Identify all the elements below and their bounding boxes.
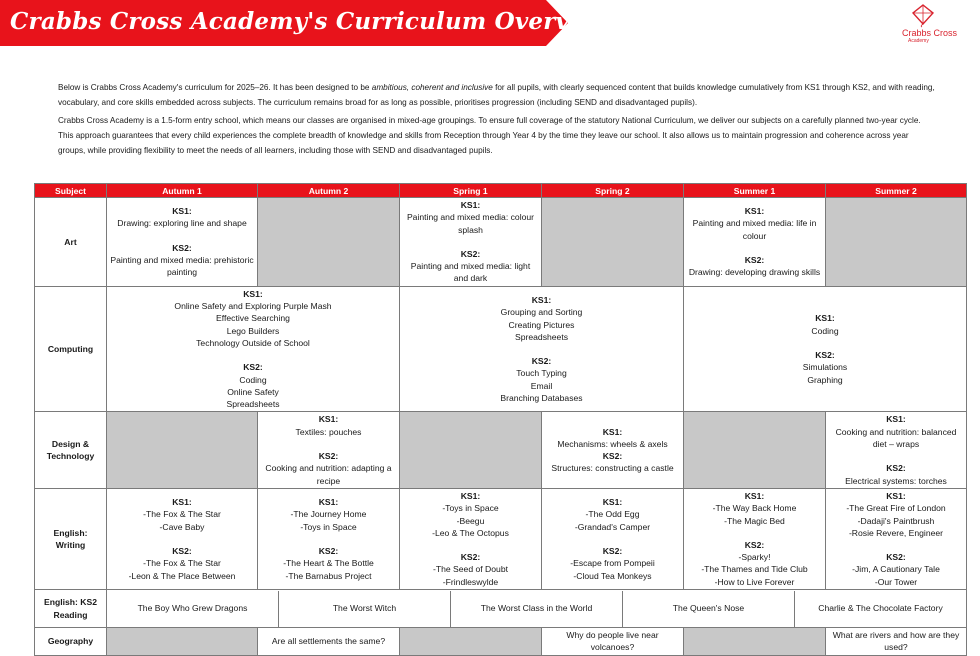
empty-cell (684, 628, 826, 656)
subject-cell: Geography (35, 628, 107, 656)
empty-cell (826, 198, 967, 287)
table-row-computing (35, 286, 967, 412)
cell-art-spring-1: KS1: Painting and mixed media: colour splash KS2: Painting and mixed media: light and dark (400, 198, 542, 287)
cell-computing-spring: KS1: Grouping and Sorting Creating Pictures Spreadsheets KS2: Touch Typing Email Branching Databases (400, 286, 684, 412)
table-row-geography (35, 628, 967, 656)
empty-cell (542, 198, 684, 287)
cell-writing-summer-2: KS1: -The Great Fire of London -Dadaji's Paintbrush -Rosie Revere, Engineer KS2: -Jim, A Cautionary Tale -Our Tower (826, 488, 967, 589)
cell-writing-summer-1: KS1: -The Way Back Home -The Magic Bed KS2: -Sparky! -The Thames and Tide Club -How to Live Forever (684, 488, 826, 589)
empty-cell (107, 628, 258, 656)
header-subject: Subject (35, 184, 107, 198)
intro-paragraph-1 (58, 80, 938, 110)
cell-computing-summer: KS1: Coding KS2: Simulations Graphing (684, 286, 967, 412)
header-autumn-1: Autumn 1 (107, 184, 258, 198)
subject-cell: Art (35, 198, 107, 287)
table-row-english-reading (35, 590, 967, 628)
intro-paragraph-2 (58, 113, 938, 158)
logo-name: Crabbs Cross (902, 28, 958, 38)
header-summer-1: Summer 1 (684, 184, 826, 198)
cell-reading-books (107, 590, 967, 628)
reading-book: The Worst Class in the World (450, 591, 622, 627)
intro-text: Crabbs Cross Academy is a 1.5-form entry school, which means our classes are organised in mixed-age groupings. To ensure full coverage of the statutory National Curriculum, we deliver our subjects on a carefully planned two-year cycle. This approach guarantees that every child experiences the complete breadth of knowledge and skills from Reception through Year 4 by the time they leave our school. It also allows us to maintain progression and coherence across year groups, while providing flexibility to meet the needs of all learners, including those with SEND and disadvantaged pupils. (58, 116, 921, 155)
cell-dt-spring-2: KS1: Mechanisms: wheels & axels KS2: Structures: constructing a castle (542, 412, 684, 488)
reading-book: The Boy Who Grew Dragons (137, 603, 248, 614)
cell-geography-autumn-2: Are all settlements the same? (258, 628, 400, 656)
subject-cell: English: Writing (35, 488, 107, 589)
subject-cell: Computing (35, 286, 107, 412)
cell-art-summer-1: KS1: Painting and mixed media: life in colour KS2: Drawing: developing drawing skills (684, 198, 826, 287)
cell-writing-autumn-1: KS1: -The Fox & The Star -Cave Baby KS2: -The Fox & The Star -Leon & The Place Between (107, 488, 258, 589)
table-header-row (35, 184, 967, 198)
cell-computing-autumn: KS1: Online Safety and Exploring Purple Mash Effective Searching Lego Builders Technology Outside of School KS2: Coding Online Safety Spreadsheets (107, 286, 400, 412)
kite-icon (910, 4, 936, 28)
reading-book: Charlie & The Chocolate Factory (794, 591, 966, 627)
header-autumn-2: Autumn 2 (258, 184, 400, 198)
logo-subtitle: Academy (908, 38, 929, 44)
cell-dt-summer-2: KS1: Cooking and nutrition: balanced diet – wraps KS2: Electrical systems: torches (826, 412, 967, 488)
cell-art-autumn-1: KS1: Drawing: exploring line and shape KS2: Painting and mixed media: prehistoric painting (107, 198, 258, 287)
cell-geography-spring-2: Why do people live near volcanoes? (542, 628, 684, 656)
table-row-english-writing (35, 488, 967, 589)
empty-cell (400, 628, 542, 656)
page-title: Crabbs Cross Academy's Curriculum Overview (10, 8, 613, 35)
school-logo (902, 4, 964, 44)
empty-cell (107, 412, 258, 488)
reading-book: The Worst Witch (278, 591, 450, 627)
empty-cell (684, 412, 826, 488)
header-spring-1: Spring 1 (400, 184, 542, 198)
subject-cell: Design & Technology (35, 412, 107, 488)
header-summer-2: Summer 2 (826, 184, 967, 198)
cell-writing-autumn-2: KS1: -The Journey Home -Toys in Space KS2: -The Heart & The Bottle -The Barnabus Project (258, 488, 400, 589)
cell-writing-spring-2: KS1: -The Odd Egg -Grandad's Camper KS2: -Escape from Pompeii -Cloud Tea Monkeys (542, 488, 684, 589)
table-row-design-technology (35, 412, 967, 488)
table-row-art (35, 198, 967, 287)
cell-writing-spring-1: KS1: -Toys in Space -Beegu -Leo & The Octopus KS2: -The Seed of Doubt -Frindleswylde (400, 488, 542, 589)
intro-text: for all pupils, with clearly sequenced content that builds knowledge cumulatively from KS1 through KS2, and with reading, vocabulary, and core skills embedded across subjects. The curriculum remains broad for as long as possible, prioritises progression (including SEND and disadvantaged pupils). (58, 83, 935, 107)
curriculum-table (34, 183, 967, 656)
intro-emphasis: ambitious, coherent and inclusive (371, 83, 493, 92)
empty-cell (258, 198, 400, 287)
cell-dt-autumn-2: KS1: Textiles: pouches KS2: Cooking and nutrition: adapting a recipe (258, 412, 400, 488)
header-spring-2: Spring 2 (542, 184, 684, 198)
empty-cell (400, 412, 542, 488)
cell-geography-summer-2: What are rivers and how are they used? (826, 628, 967, 656)
title-banner (0, 0, 613, 46)
reading-book: The Queen's Nose (622, 591, 794, 627)
subject-cell: English: KS2 Reading (35, 590, 107, 628)
intro-text: Below is Crabbs Cross Academy's curriculum for 2025–26. It has been designed to be (58, 83, 372, 92)
